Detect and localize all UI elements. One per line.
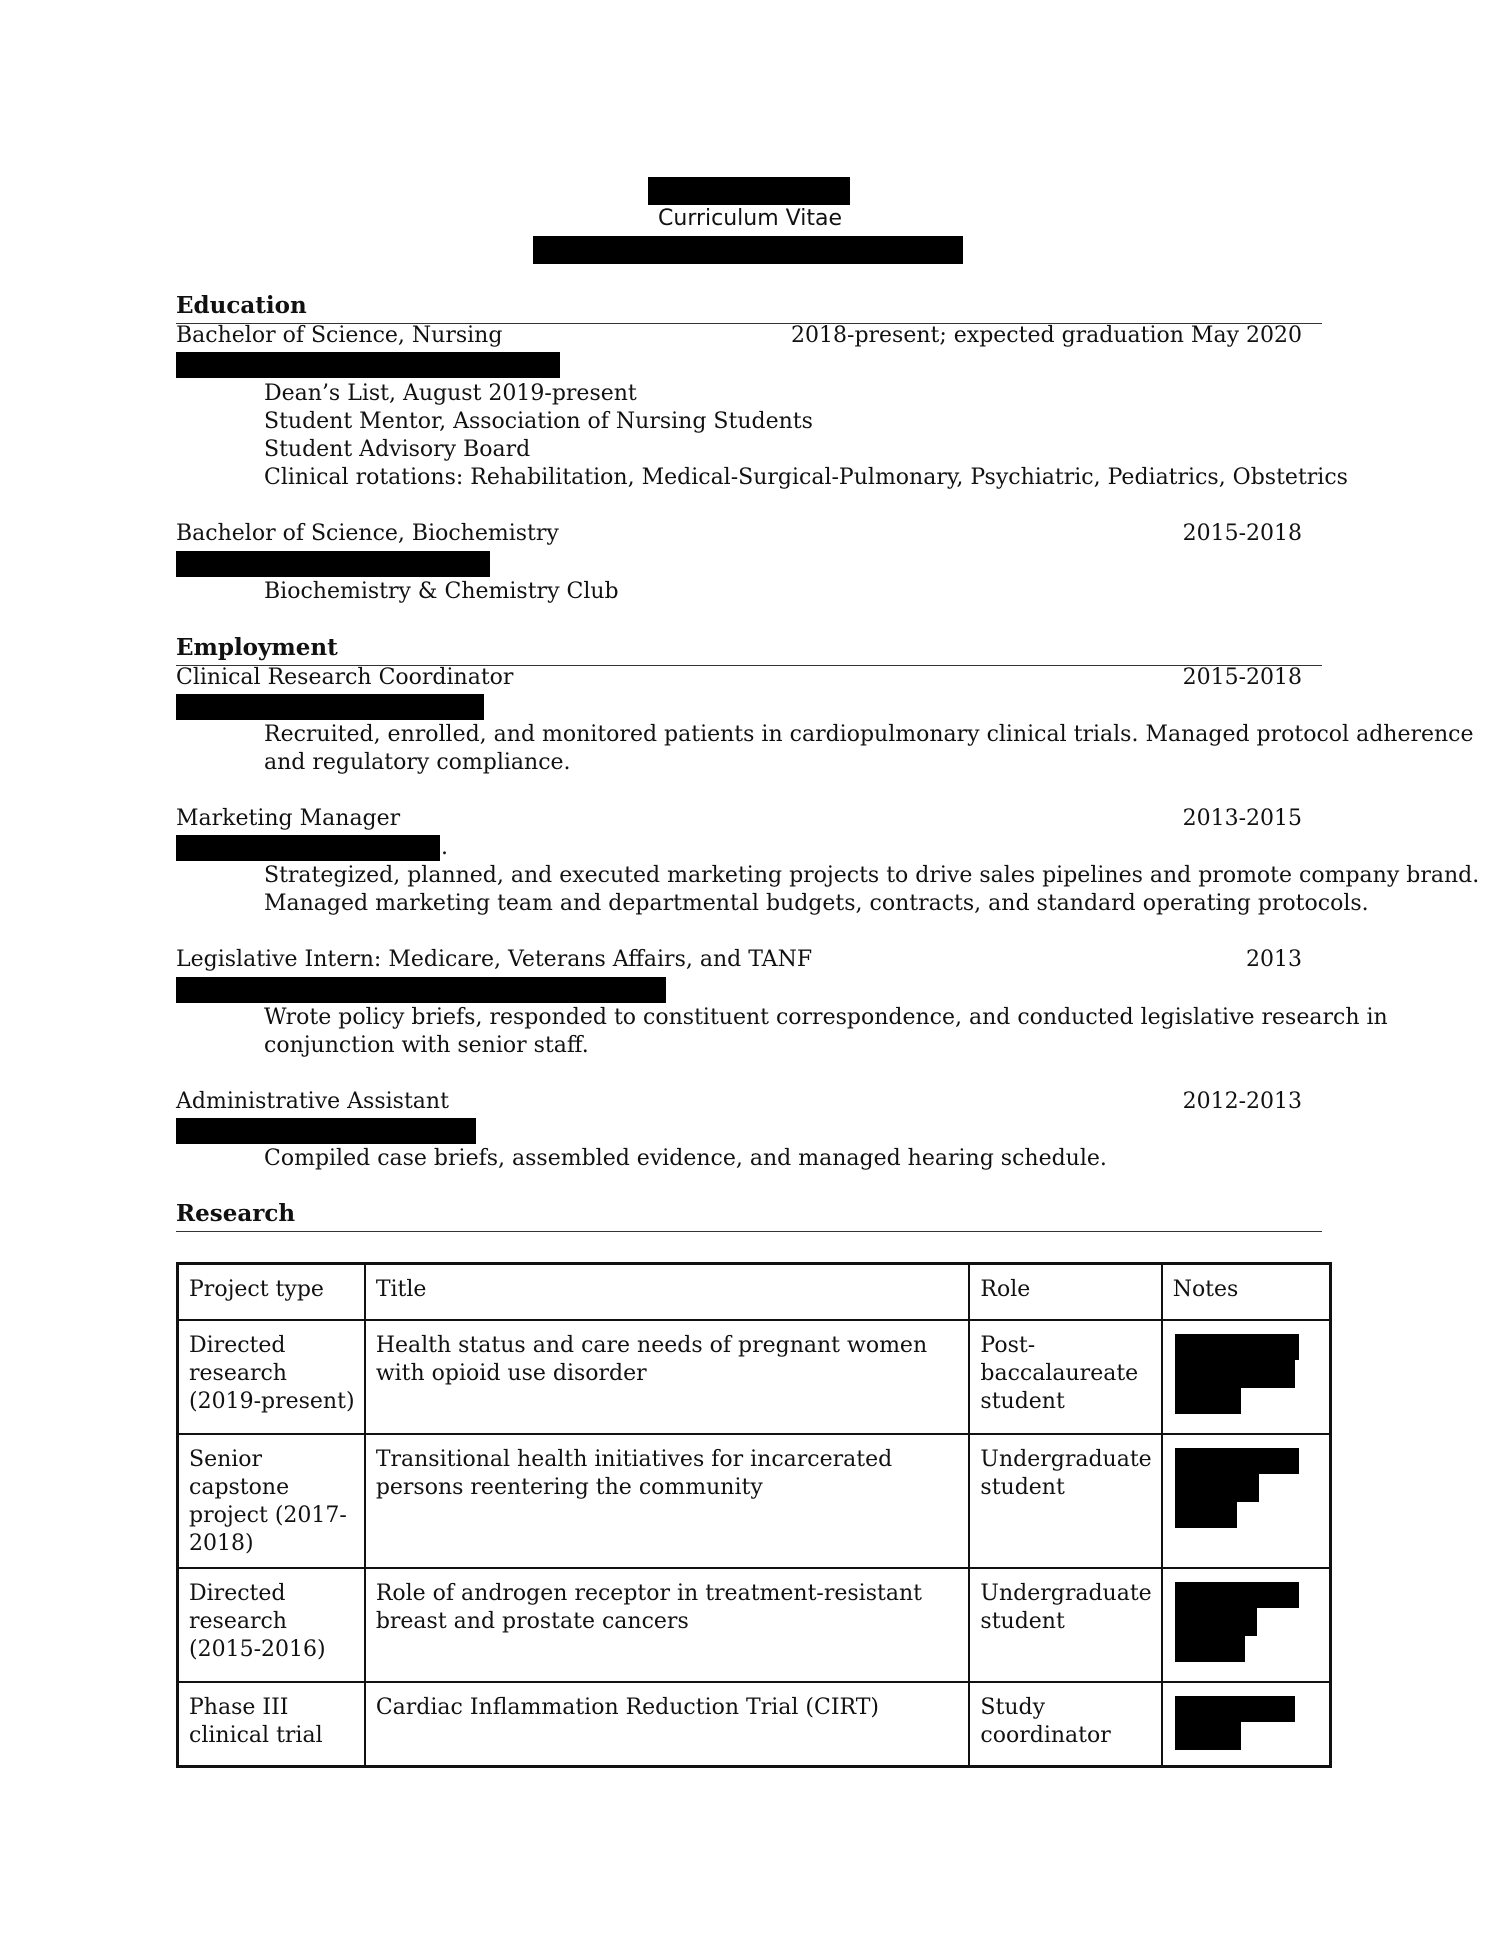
job-description-line: Wrote policy briefs, responded to constituent correspondence, and conducted legislative research in [264, 1005, 1388, 1030]
job-dates: 2012-2013 [1182, 1089, 1302, 1114]
redacted-employer [176, 694, 484, 720]
redacted-institution [176, 551, 490, 577]
education-detail: Biochemistry & Chemistry Club [264, 579, 619, 604]
education-detail: Student Advisory Board [264, 437, 531, 462]
education-degree: Bachelor of Science, Nursing [176, 323, 503, 348]
column-header-notes: Notes [1162, 1264, 1331, 1321]
table-row [178, 1568, 1331, 1682]
education-detail: Clinical rotations: Rehabilitation, Medical-Surgical-Pulmonary, Psychiatric, Pediatrics, Obstetrics [264, 465, 1348, 490]
project-type-cell: Senior capstone project (2017-2018) [178, 1434, 365, 1568]
education-heading: Education [176, 292, 307, 319]
job-description [264, 862, 1480, 918]
redacted-note [1175, 1334, 1299, 1360]
redacted-note [1175, 1502, 1237, 1528]
project-role-cell: Post-baccalaureate student [969, 1320, 1161, 1434]
project-role-cell: Study coordinator [969, 1682, 1161, 1767]
project-type-cell: Directed research (2019-present) [178, 1320, 365, 1434]
job-dates: 2013-2015 [1182, 806, 1302, 831]
project-type-cell: Phase III clinical trial [178, 1682, 365, 1767]
table-row [178, 1320, 1331, 1434]
redacted-employer [176, 977, 666, 1003]
research-table [176, 1262, 1332, 1768]
redacted-note [1175, 1448, 1299, 1474]
redacted-institution [176, 352, 560, 378]
table-header-row [178, 1264, 1331, 1321]
notes-cell [1162, 1568, 1331, 1682]
education-degree: Bachelor of Science, Biochemistry [176, 521, 559, 546]
job-description-line: Compiled case briefs, assembled evidence, and managed hearing schedule. [264, 1146, 1107, 1171]
redacted-note [1175, 1696, 1295, 1722]
redacted-note [1175, 1608, 1257, 1636]
education-dates: 2015-2018 [1182, 521, 1302, 546]
table-row [178, 1434, 1331, 1568]
job-dates: 2015-2018 [1182, 665, 1302, 690]
job-description [264, 1004, 1388, 1060]
job-title: Administrative Assistant [176, 1089, 449, 1114]
job-title: Marketing Manager [176, 806, 401, 831]
job-description-line: Recruited, enrolled, and monitored patients in cardiopulmonary clinical trials. Managed protocol adherence [264, 722, 1474, 747]
redacted-name [648, 177, 850, 205]
notes-cell [1162, 1434, 1331, 1568]
job-description-line: Managed marketing team and departmental budgets, contracts, and standard operating protocols. [264, 891, 1369, 916]
job-description [264, 1145, 1324, 1173]
table-row [178, 1682, 1331, 1767]
employment-heading: Employment [176, 634, 338, 661]
project-title-cell: Health status and care needs of pregnant women with opioid use disorder [365, 1320, 970, 1434]
job-title: Clinical Research Coordinator [176, 665, 514, 690]
document-subtitle: Curriculum Vitae [658, 206, 842, 231]
project-title-cell: Cardiac Inflammation Reduction Trial (CIRT) [365, 1682, 970, 1767]
redacted-employer [176, 835, 440, 861]
project-title-cell: Transitional health initiatives for incarcerated persons reentering the community [365, 1434, 970, 1568]
education-dates: 2018-present; expected graduation May 2020 [791, 323, 1302, 348]
project-title-cell: Role of androgen receptor in treatment-resistant breast and prostate cancers [365, 1568, 970, 1682]
redacted-note [1175, 1388, 1241, 1414]
project-type-cell: Directed research (2015-2016) [178, 1568, 365, 1682]
column-header-role: Role [969, 1264, 1161, 1321]
project-role-cell: Undergraduate student [969, 1568, 1161, 1682]
notes-cell [1162, 1682, 1331, 1767]
research-rule [176, 1231, 1322, 1232]
redacted-note [1175, 1582, 1299, 1608]
job-dates: 2013 [1246, 947, 1302, 972]
research-heading: Research [176, 1200, 296, 1227]
job-description-line: Strategized, planned, and executed marketing projects to drive sales pipelines and promote company brand. [264, 863, 1480, 888]
redacted-note [1175, 1474, 1259, 1502]
project-role-cell: Undergraduate student [969, 1434, 1161, 1568]
trailing-period: . [441, 835, 448, 860]
notes-cell [1162, 1320, 1331, 1434]
job-description [264, 721, 1474, 777]
redacted-contact [533, 236, 963, 264]
redacted-note [1175, 1636, 1245, 1662]
redacted-note [1175, 1722, 1241, 1750]
redacted-note [1175, 1360, 1295, 1388]
job-description-line: and regulatory compliance. [264, 750, 571, 775]
job-title: Legislative Intern: Medicare, Veterans Affairs, and TANF [176, 947, 813, 972]
column-header-title: Title [365, 1264, 970, 1321]
education-detail: Student Mentor, Association of Nursing Students [264, 409, 813, 434]
education-detail: Dean’s List, August 2019-present [264, 381, 637, 406]
redacted-employer [176, 1118, 476, 1144]
column-header-project-type: Project type [178, 1264, 365, 1321]
job-description-line: conjunction with senior staff. [264, 1033, 589, 1058]
